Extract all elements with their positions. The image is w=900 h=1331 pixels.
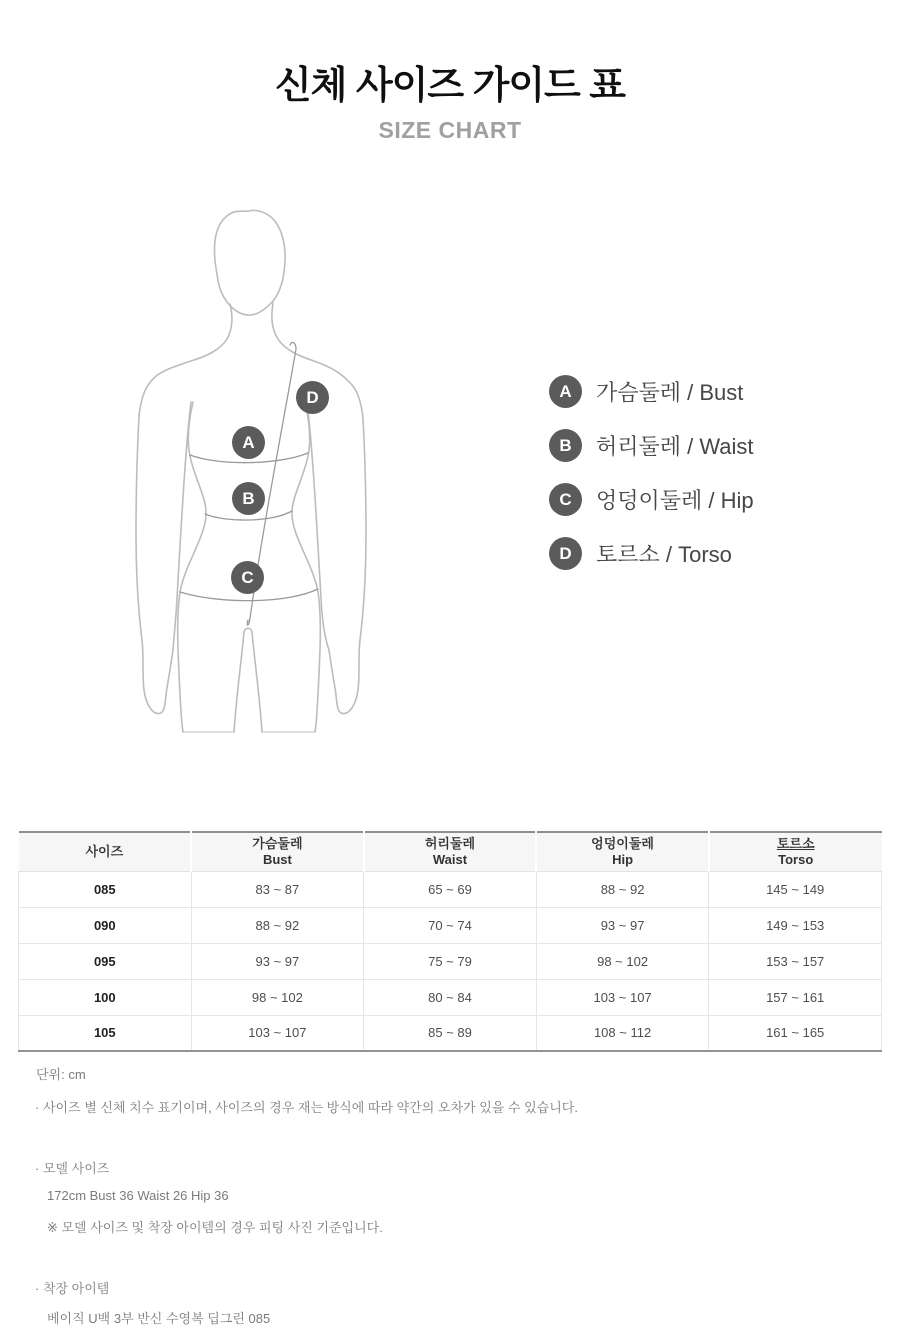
outfit-item-title: · 착장 아이템 (35, 1281, 110, 1296)
bust-cell: 93 ~ 97 (191, 943, 364, 979)
size-cell: 100 (19, 979, 192, 1015)
legend-item-torso (549, 537, 754, 570)
legend-label-hip: 엉덩이둘레 / Hip (596, 488, 754, 513)
bust-cell: 83 ~ 87 (191, 871, 364, 907)
table-header-row (19, 832, 882, 871)
legend-badge-c: C (549, 483, 582, 516)
torso-cell: 149 ~ 153 (709, 907, 882, 943)
legend-item-bust (549, 375, 754, 408)
hip-cell: 108 ~ 112 (536, 1015, 709, 1051)
legend-badge-d: D (549, 537, 582, 570)
size-chart-table-wrap (18, 831, 882, 1052)
waist-cell: 70 ~ 74 (364, 907, 537, 943)
model-size-value: 172cm Bust 36 Waist 26 Hip 36 (47, 1188, 229, 1203)
table-row (19, 907, 882, 943)
page-subtitle: SIZE CHART (378, 117, 522, 143)
waist-cell: 80 ~ 84 (364, 979, 537, 1015)
torso-cell: 157 ~ 161 (709, 979, 882, 1015)
measurement-legend (549, 375, 754, 591)
legend-label-bust: 가슴둘레 / Bust (596, 380, 744, 405)
diagram-marker-hip: C (231, 561, 264, 594)
bust-cell: 103 ~ 107 (191, 1015, 364, 1051)
col-header-waist: 허리둘레 Waist (364, 832, 537, 871)
torso-cell: 153 ~ 157 (709, 943, 882, 979)
waist-cell: 85 ~ 89 (364, 1015, 537, 1051)
size-cell: 105 (19, 1015, 192, 1051)
model-size-caption: ※ 모델 사이즈 및 착장 아이템의 경우 피팅 사진 기준입니다. (47, 1220, 383, 1235)
legend-label-waist: 허리둘레 / Waist (596, 434, 754, 459)
diagram-marker-bust: A (232, 426, 265, 459)
table-row (19, 979, 882, 1015)
table-row (19, 943, 882, 979)
hip-cell: 98 ~ 102 (536, 943, 709, 979)
col-header-bust: 가슴둘레 Bust (191, 832, 364, 871)
diagram-marker-waist: B (232, 482, 265, 515)
col-header-size: 사이즈 (19, 832, 192, 871)
body-outline (136, 210, 366, 732)
legend-label-torso: 토르소 / Torso (596, 542, 732, 567)
size-cell: 090 (19, 907, 192, 943)
col-header-hip: 엉덩이둘레 Hip (536, 832, 709, 871)
page-title: 신체 사이즈 가이드 표 (274, 65, 626, 107)
unit-note: 단위: cm (36, 1067, 86, 1082)
table-row (19, 1015, 882, 1051)
size-tolerance-note: · 사이즈 별 신체 치수 표기이며, 사이즈의 경우 재는 방식에 따라 약간의 오차가 있을 수 있습니다. (35, 1100, 578, 1115)
bust-cell: 98 ~ 102 (191, 979, 364, 1015)
legend-badge-b: B (549, 429, 582, 462)
table-row (19, 871, 882, 907)
legend-item-hip (549, 483, 754, 516)
outfit-item-value: 베이직 U백 3부 반신 수영복 딥그린 085 (47, 1311, 271, 1326)
size-cell: 085 (19, 871, 192, 907)
torso-cell: 145 ~ 149 (709, 871, 882, 907)
torso-cell: 161 ~ 165 (709, 1015, 882, 1051)
size-chart-table (18, 831, 882, 1052)
bust-cell: 88 ~ 92 (191, 907, 364, 943)
hip-cell: 93 ~ 97 (536, 907, 709, 943)
hip-cell: 88 ~ 92 (536, 871, 709, 907)
size-cell: 095 (19, 943, 192, 979)
hip-cell: 103 ~ 107 (536, 979, 709, 1015)
model-size-title: · 모델 사이즈 (35, 1161, 110, 1176)
waist-cell: 75 ~ 79 (364, 943, 537, 979)
diagram-marker-torso: D (296, 381, 329, 414)
col-header-torso: 토르소 Torso (709, 832, 882, 871)
legend-item-waist (549, 429, 754, 462)
legend-badge-a: A (549, 375, 582, 408)
body-silhouette-diagram (115, 200, 435, 740)
waist-cell: 65 ~ 69 (364, 871, 537, 907)
